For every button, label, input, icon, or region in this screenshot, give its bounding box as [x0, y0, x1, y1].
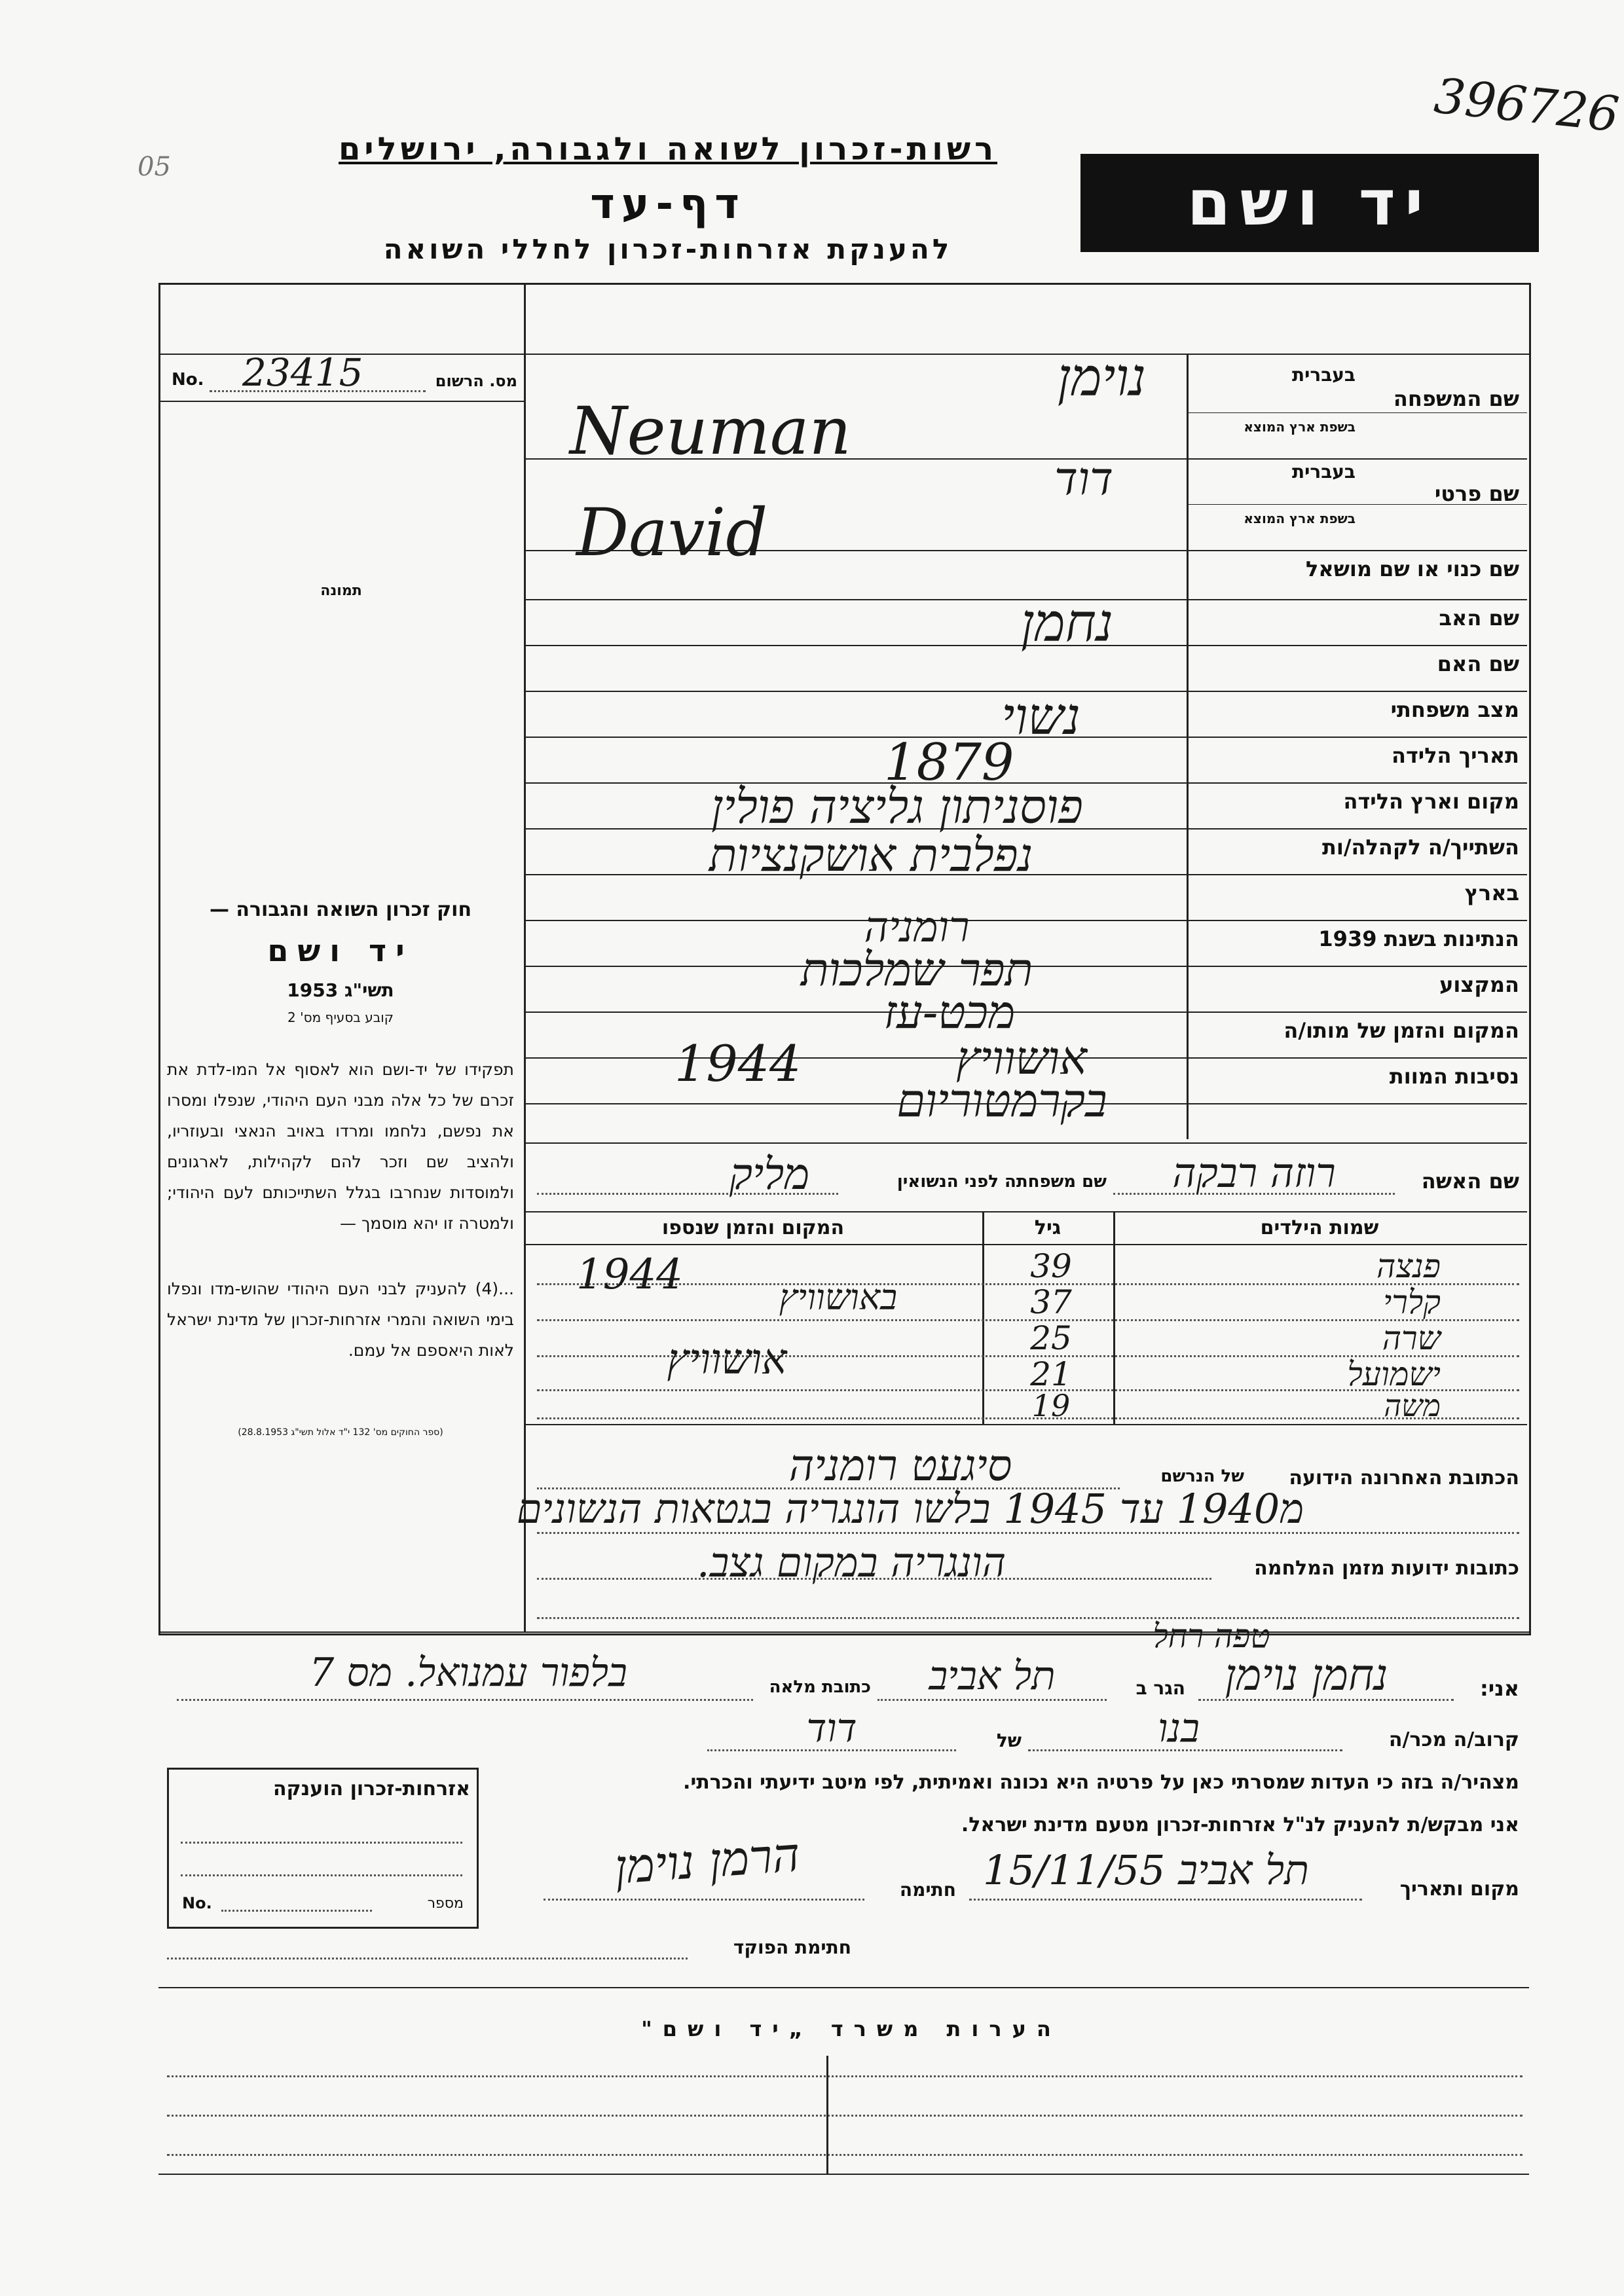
- residing-value: תל אביב: [929, 1653, 1056, 1699]
- logo-text: יד ושם: [1187, 166, 1433, 240]
- surname-hebrew-label: בעברית: [1291, 364, 1356, 386]
- form-subtitle: להענקת אזרחות-זכרון לחללי השואה: [383, 233, 953, 265]
- corner-mark: 05: [138, 152, 171, 182]
- law-clause: ...(4) להעניק לבני העם היהודי שהוש-מדו ונפלו בימי השואה והמרי אזרחות-זכרון של מדינת ישראל לאות היאספם אל עמם.: [167, 1279, 514, 1360]
- child-age-4: 21: [1030, 1355, 1072, 1393]
- relation-of-label: של: [996, 1730, 1022, 1751]
- children-place-header: המקום והזמן שנספו: [661, 1216, 845, 1239]
- death-place-value2: אושוויץ: [955, 1031, 1088, 1085]
- marital-label: מצב משפחתי: [1390, 697, 1519, 722]
- last-address-of-label: של הנרשם: [1160, 1467, 1244, 1486]
- child-age-2: 37: [1030, 1283, 1072, 1321]
- maiden-value: מליק: [729, 1149, 810, 1199]
- child-name-5: משה: [1384, 1388, 1441, 1423]
- last-address-value: סיגעט רומניה: [788, 1440, 1012, 1491]
- death-cause-label: נסיבות המוות: [1389, 1064, 1519, 1089]
- child-age-1: 39: [1030, 1247, 1072, 1285]
- archive-number: 396726: [1431, 67, 1622, 143]
- firstname-hebrew-value: דוד: [1054, 452, 1113, 505]
- law-title: חוק זכרון השואה והגבורה —: [209, 898, 472, 921]
- citizenship-value: רומניה: [864, 903, 970, 952]
- death-place-value: מכט-עז: [883, 985, 1016, 1039]
- form-title: דף-עד: [590, 180, 746, 228]
- birthdate-label: תאריך הלידה: [1391, 743, 1519, 768]
- photo-label: תמונה: [320, 583, 362, 599]
- firstname-hebrew-label: בעברית: [1291, 461, 1356, 483]
- law-citation: (ספר החוקים מס' 132 י"ד אלול תשי"ג 28.8.1953): [238, 1427, 443, 1438]
- reg-no-label: No.: [172, 370, 204, 390]
- child-name-2: קלרי: [1383, 1283, 1441, 1321]
- citizenship-box-number-label: מספר: [427, 1895, 464, 1912]
- children-names-header: שמות הילדים: [1260, 1216, 1379, 1239]
- country-label: בארץ: [1464, 881, 1519, 905]
- marital-value: נשוי: [1001, 687, 1080, 746]
- death-year: 1944: [674, 1034, 802, 1093]
- citizenship-box-title: אזרחות-זכרון הוענקה: [272, 1777, 470, 1800]
- wartime-address-line: מ1940 עד 1945 בלשו הונגריה בגטאות הנשונים: [516, 1485, 1304, 1533]
- firstname-origin-label: בשפת ארץ המוצא: [1244, 511, 1356, 526]
- last-address-label: הכתובת האחרונה הידועה: [1289, 1467, 1519, 1489]
- birthplace-label: מקום וארץ הלידה: [1343, 789, 1519, 814]
- authority-title: רשות-זכרון לשואה ולגבורה, ירושלים: [338, 131, 998, 168]
- father-value: נחמן: [1020, 592, 1113, 653]
- community-value: נפלבית אושקנציות: [709, 828, 1033, 882]
- child-name-1: פנצה: [1376, 1247, 1441, 1285]
- wartime-address-value: הונגריה במקום גצב.: [696, 1539, 1006, 1586]
- declarant-name-above: טפה רחל: [1153, 1617, 1270, 1655]
- mother-label: שם האם: [1437, 651, 1519, 676]
- signature-value: הרמן נוימן: [612, 1827, 802, 1895]
- children-death-place-2: אושוויץ: [667, 1336, 787, 1384]
- declarant-name: נחמן נוימן: [1225, 1650, 1388, 1700]
- relative-label: קרוב/ה מכר/ה: [1388, 1728, 1519, 1751]
- birthplace-value: פוסניתון גליציה פולין: [710, 779, 1084, 834]
- office-notes-title: הערות משרד „יד ושם": [641, 2016, 1061, 2041]
- nickname-label: שם כנוי או שם מושאל: [1305, 556, 1519, 581]
- citizenship-box-no-label: No.: [182, 1894, 212, 1912]
- citizenship-label: הנתינות בשנת 1939: [1318, 926, 1519, 951]
- firstname-origin-value: David: [576, 494, 768, 571]
- declaration-text: מצהיר/ה בזה כי העדות שמסרתי כאן על פרטיה היא נכונה ואמיתית, לפי מיטב ידיעתי והכרתי.: [683, 1771, 1519, 1794]
- law-section: קובע בסעיף מס' 2: [287, 1010, 394, 1025]
- birthdate-value: 1879: [884, 733, 1014, 792]
- yad-vashem-logo: [1080, 154, 1539, 252]
- surname-label: שם המשפחה: [1393, 386, 1519, 411]
- relation-of-value: דוד: [806, 1705, 857, 1751]
- surname-hebrew-value: נוימן: [1057, 347, 1146, 408]
- child-name-3: שרה: [1382, 1319, 1441, 1357]
- place-date-label: מקום ותאריך: [1399, 1878, 1519, 1901]
- father-label: שם האב: [1439, 606, 1519, 630]
- children-age-header: גיל: [1034, 1216, 1061, 1239]
- place-date-value: תל אביב 15/11/55: [983, 1846, 1309, 1894]
- law-text: תפקידו של יד-ושם הוא לאסוף אל המו-לדת את זכרם של כל אלה מבני העם היהודי, שנפלו ומסרו את נפשם, נלחמו ומרדו באויב הנאצי ובעוזריו, ולהציב שם וזכר להם לקהילות, לארגונים ולמוסדות שנחרבו בגלל השתייכותם לעם היהודי; ולמטרה זו יהא מוסמך —: [167, 1060, 514, 1233]
- spouse-label: שם האשה: [1421, 1169, 1519, 1194]
- request-text: אני מבקש/ת להעניק לנ"ל אזרחות-זכרון מטעם מדינת ישראל.: [961, 1813, 1519, 1836]
- death-cause-value: בקרמטוריום: [896, 1074, 1107, 1127]
- law-year: תשי"ג 1953: [287, 979, 394, 1001]
- children-death-year: 1944: [576, 1250, 683, 1299]
- full-address-label: כתובת מלאה: [769, 1677, 871, 1697]
- wartime-address-label: כתובות ידועות מזמן המלחמה: [1254, 1557, 1519, 1580]
- declarant-i-label: אני:: [1479, 1676, 1519, 1701]
- full-address-value: בלפור עמנואל. מס 7: [309, 1650, 627, 1696]
- death-place-label: המקום והזמן של מותו/ה: [1283, 1018, 1519, 1043]
- official-signature-label: חתימת הפוקד: [733, 1937, 851, 1958]
- maiden-label: שם משפחתה לפני הנשואין: [896, 1172, 1107, 1192]
- residing-label: הגר ב: [1135, 1677, 1185, 1699]
- child-name-4: ישמועל: [1347, 1355, 1441, 1393]
- child-age-5: 19: [1031, 1388, 1071, 1423]
- child-age-3: 25: [1030, 1319, 1072, 1357]
- citizenship-granted-box: [167, 1768, 479, 1929]
- label-column-divider: [1187, 354, 1189, 1139]
- children-death-place-1: באושוויץ: [779, 1277, 898, 1318]
- community-label: השתייך/ה לקהלה/ות: [1321, 835, 1519, 860]
- surname-origin-value: Neuman: [570, 393, 851, 469]
- left-column-divider: [524, 283, 526, 1631]
- reg-no-value: 23415: [242, 350, 363, 395]
- law-name: יד ושם: [267, 933, 414, 968]
- occupation-label: המקצוע: [1439, 972, 1519, 997]
- signature-label: חתימה: [899, 1879, 956, 1901]
- reg-label: מס. הרשום: [435, 372, 517, 390]
- spouse-value: רוזה רבקה: [1172, 1149, 1336, 1197]
- firstname-label: שם פרטי: [1434, 481, 1519, 506]
- occupation-value: תפר שמלכות: [800, 943, 1033, 996]
- surname-origin-label: בשפת ארץ המוצא: [1244, 419, 1356, 435]
- relation-value: בנו: [1158, 1705, 1200, 1751]
